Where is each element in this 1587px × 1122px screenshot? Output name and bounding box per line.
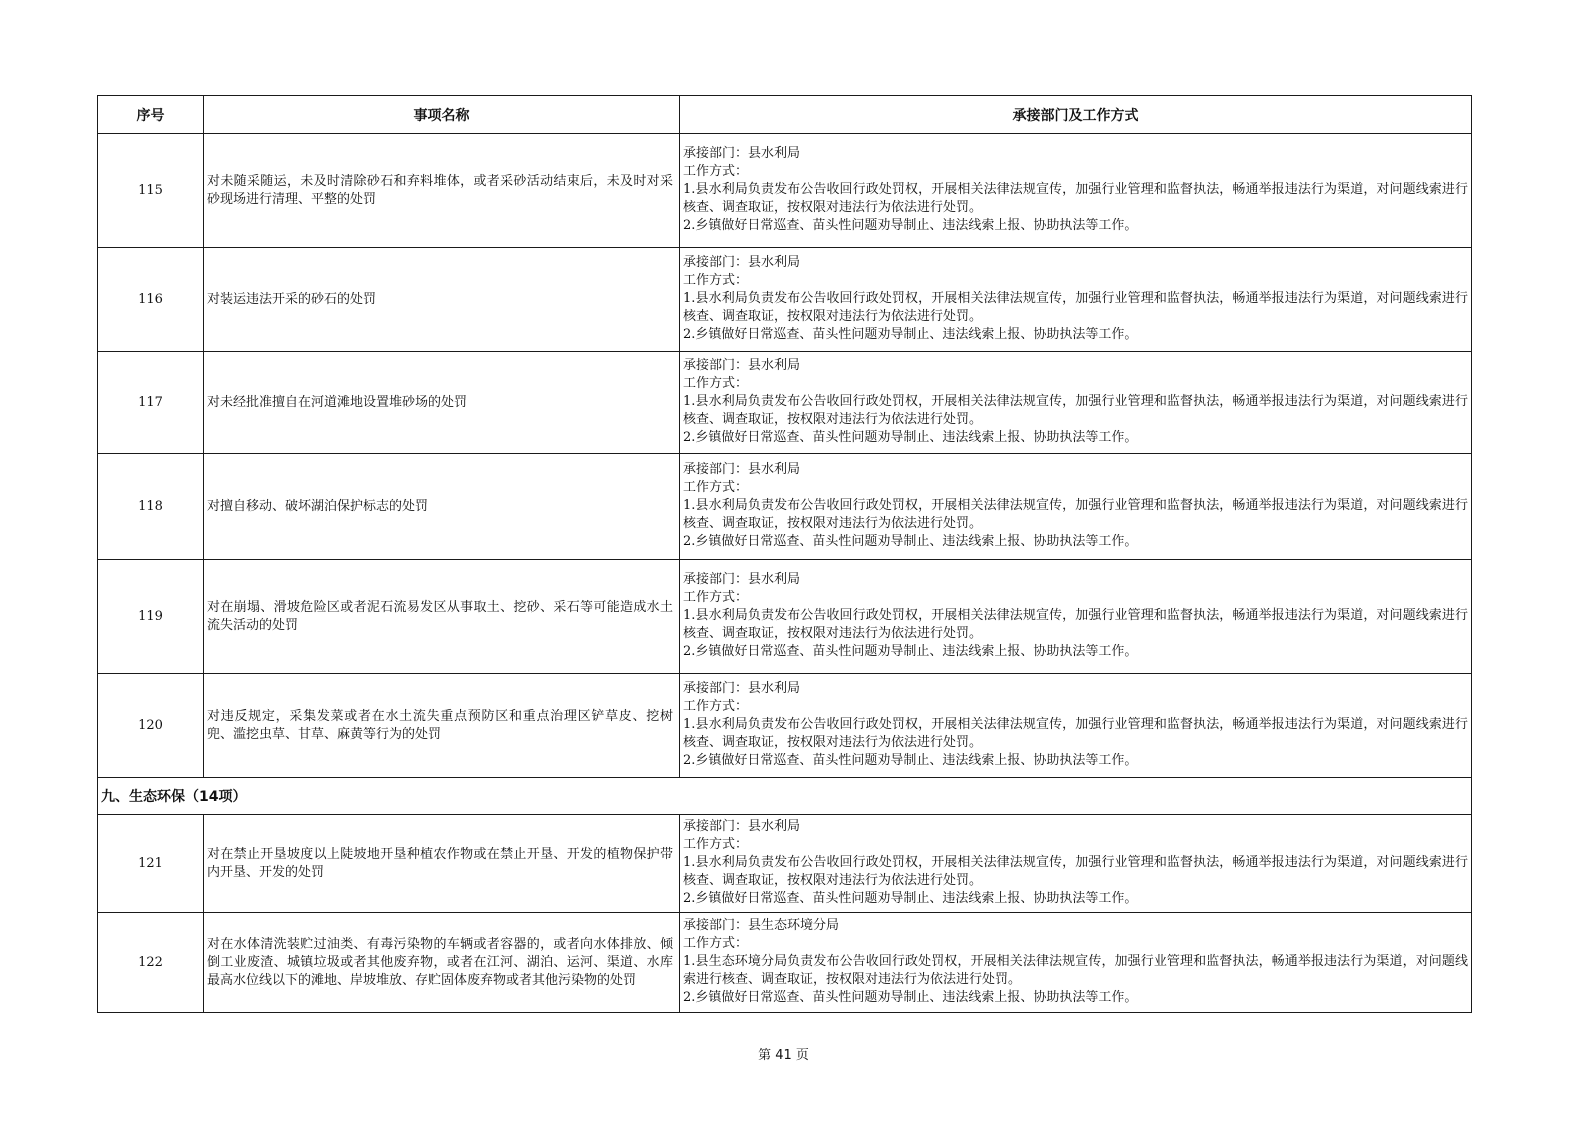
method-item-2: 2.乡镇做好日常巡查、苗头性问题劝导制止、违法线索上报、协助执法等工作。 xyxy=(683,752,1138,768)
row-serial-number: 120 xyxy=(98,674,204,778)
table-row xyxy=(98,454,1472,560)
table-row xyxy=(98,913,1472,1013)
matters-table xyxy=(97,95,1472,1013)
row-department-method xyxy=(680,134,1472,248)
method-item-2: 2.乡镇做好日常巡查、苗头性问题劝导制止、违法线索上报、协助执法等工作。 xyxy=(683,429,1138,445)
method-item-1: 1.县水利局负责发布公告收回行政处罚权，开展相关法律法规宣传，加强行业管理和监督执法，畅通举报违法行为渠道，对问题线索进行核查、调查取证，按权限对违法行为依法进行处罚。 xyxy=(683,716,1468,750)
method-item-1: 1.县水利局负责发布公告收回行政处罚权，开展相关法律法规宣传，加强行业管理和监督执法，畅通举报违法行为渠道，对问题线索进行核查、调查取证，按权限对违法行为依法进行处罚。 xyxy=(683,290,1468,324)
row-matter-name: 对违反规定，采集发菜或者在水土流失重点预防区和重点治理区铲草皮、挖树兜、滥挖虫草、甘草、麻黄等行为的处罚 xyxy=(204,674,680,778)
row-department-method xyxy=(680,815,1472,913)
method-label: 工作方式： xyxy=(683,375,749,391)
method-item-1: 1.县水利局负责发布公告收回行政处罚权，开展相关法律法规宣传，加强行业管理和监督执法，畅通举报违法行为渠道，对问题线索进行核查、调查取证，按权限对违法行为依法进行处罚。 xyxy=(683,854,1468,888)
table-row xyxy=(98,674,1472,778)
method-item-1: 1.县水利局负责发布公告收回行政处罚权，开展相关法律法规宣传，加强行业管理和监督执法，畅通举报违法行为渠道，对问题线索进行核查、调查取证，按权限对违法行为依法进行处罚。 xyxy=(683,181,1468,215)
method-item-1: 1.县生态环境分局负责发布公告收回行政处罚权，开展相关法律法规宣传，加强行业管理和监督执法，畅通举报违法行为渠道，对问题线索进行核查、调查取证，按权限对违法行为依法进行处罚。 xyxy=(683,953,1468,987)
row-matter-name: 对未随采随运，未及时清除砂石和弃料堆体，或者采砂活动结束后，未及时对采砂现场进行清理、平整的处罚 xyxy=(204,134,680,248)
method-label: 工作方式： xyxy=(683,272,749,288)
row-matter-name: 对装运违法开采的砂石的处罚 xyxy=(204,248,680,352)
row-serial-number: 115 xyxy=(98,134,204,248)
row-department-method xyxy=(680,248,1472,352)
table-row xyxy=(98,815,1472,913)
method-item-2: 2.乡镇做好日常巡查、苗头性问题劝导制止、违法线索上报、协助执法等工作。 xyxy=(683,533,1138,549)
method-label: 工作方式： xyxy=(683,589,749,605)
row-matter-name: 对在崩塌、滑坡危险区或者泥石流易发区从事取土、挖砂、采石等可能造成水土流失活动的处罚 xyxy=(204,560,680,674)
method-label: 工作方式： xyxy=(683,836,749,852)
table-row xyxy=(98,248,1472,352)
method-label: 工作方式： xyxy=(683,479,749,495)
matters-table-container xyxy=(97,95,1471,1013)
row-serial-number: 119 xyxy=(98,560,204,674)
row-department-method xyxy=(680,352,1472,454)
section-title: 九、生态环保（14项） xyxy=(98,778,1472,815)
row-department-method xyxy=(680,454,1472,560)
table-row xyxy=(98,560,1472,674)
method-item-1: 1.县水利局负责发布公告收回行政处罚权，开展相关法律法规宣传，加强行业管理和监督执法，畅通举报违法行为渠道，对问题线索进行核查、调查取证，按权限对违法行为依法进行处罚。 xyxy=(683,393,1468,427)
department-line: 承接部门：县水利局 xyxy=(683,571,801,587)
department-line: 承接部门：县水利局 xyxy=(683,254,801,270)
department-line: 承接部门：县水利局 xyxy=(683,818,801,834)
department-line: 承接部门：县生态环境分局 xyxy=(683,917,840,933)
row-serial-number: 116 xyxy=(98,248,204,352)
header-serial-number: 序号 xyxy=(98,96,204,134)
department-line: 承接部门：县水利局 xyxy=(683,680,801,696)
method-item-1: 1.县水利局负责发布公告收回行政处罚权，开展相关法律法规宣传，加强行业管理和监督执法，畅通举报违法行为渠道，对问题线索进行核查、调查取证，按权限对违法行为依法进行处罚。 xyxy=(683,497,1468,531)
department-line: 承接部门：县水利局 xyxy=(683,357,801,373)
method-item-1: 1.县水利局负责发布公告收回行政处罚权，开展相关法律法规宣传，加强行业管理和监督执法，畅通举报违法行为渠道，对问题线索进行核查、调查取证，按权限对违法行为依法进行处罚。 xyxy=(683,607,1468,641)
table-row xyxy=(98,134,1472,248)
row-department-method xyxy=(680,560,1472,674)
row-serial-number: 122 xyxy=(98,913,204,1013)
row-matter-name: 对在禁止开垦坡度以上陡坡地开垦种植农作物或在禁止开垦、开发的植物保护带内开垦、开发的处罚 xyxy=(204,815,680,913)
method-label: 工作方式： xyxy=(683,163,749,179)
method-item-2: 2.乡镇做好日常巡查、苗头性问题劝导制止、违法线索上报、协助执法等工作。 xyxy=(683,217,1138,233)
row-department-method xyxy=(680,674,1472,778)
row-serial-number: 121 xyxy=(98,815,204,913)
method-label: 工作方式： xyxy=(683,698,749,714)
row-matter-name: 对擅自移动、破坏湖泊保护标志的处罚 xyxy=(204,454,680,560)
table-row xyxy=(98,352,1472,454)
row-serial-number: 118 xyxy=(98,454,204,560)
method-item-2: 2.乡镇做好日常巡查、苗头性问题劝导制止、违法线索上报、协助执法等工作。 xyxy=(683,989,1138,1005)
header-matter-name: 事项名称 xyxy=(204,96,680,134)
method-item-2: 2.乡镇做好日常巡查、苗头性问题劝导制止、违法线索上报、协助执法等工作。 xyxy=(683,326,1138,342)
method-label: 工作方式： xyxy=(683,935,749,951)
method-item-2: 2.乡镇做好日常巡查、苗头性问题劝导制止、违法线索上报、协助执法等工作。 xyxy=(683,643,1138,659)
page-number: 第 41 页 xyxy=(758,1048,809,1063)
department-line: 承接部门：县水利局 xyxy=(683,145,801,161)
row-matter-name: 对未经批准擅自在河道滩地设置堆砂场的处罚 xyxy=(204,352,680,454)
method-item-2: 2.乡镇做好日常巡查、苗头性问题劝导制止、违法线索上报、协助执法等工作。 xyxy=(683,890,1138,906)
table-header-row xyxy=(98,96,1472,134)
row-serial-number: 117 xyxy=(98,352,204,454)
header-department-method: 承接部门及工作方式 xyxy=(680,96,1472,134)
section-header-row xyxy=(98,778,1472,815)
department-line: 承接部门：县水利局 xyxy=(683,461,801,477)
row-matter-name: 对在水体清洗装贮过油类、有毒污染物的车辆或者容器的，或者向水体排放、倾倒工业废渣、城镇垃圾或者其他废弃物，或者在江河、湖泊、运河、渠道、水库最高水位线以下的滩地、岸坡堆放、存贮固体废弃物或者其他污染物的处罚 xyxy=(204,913,680,1013)
row-department-method xyxy=(680,913,1472,1013)
